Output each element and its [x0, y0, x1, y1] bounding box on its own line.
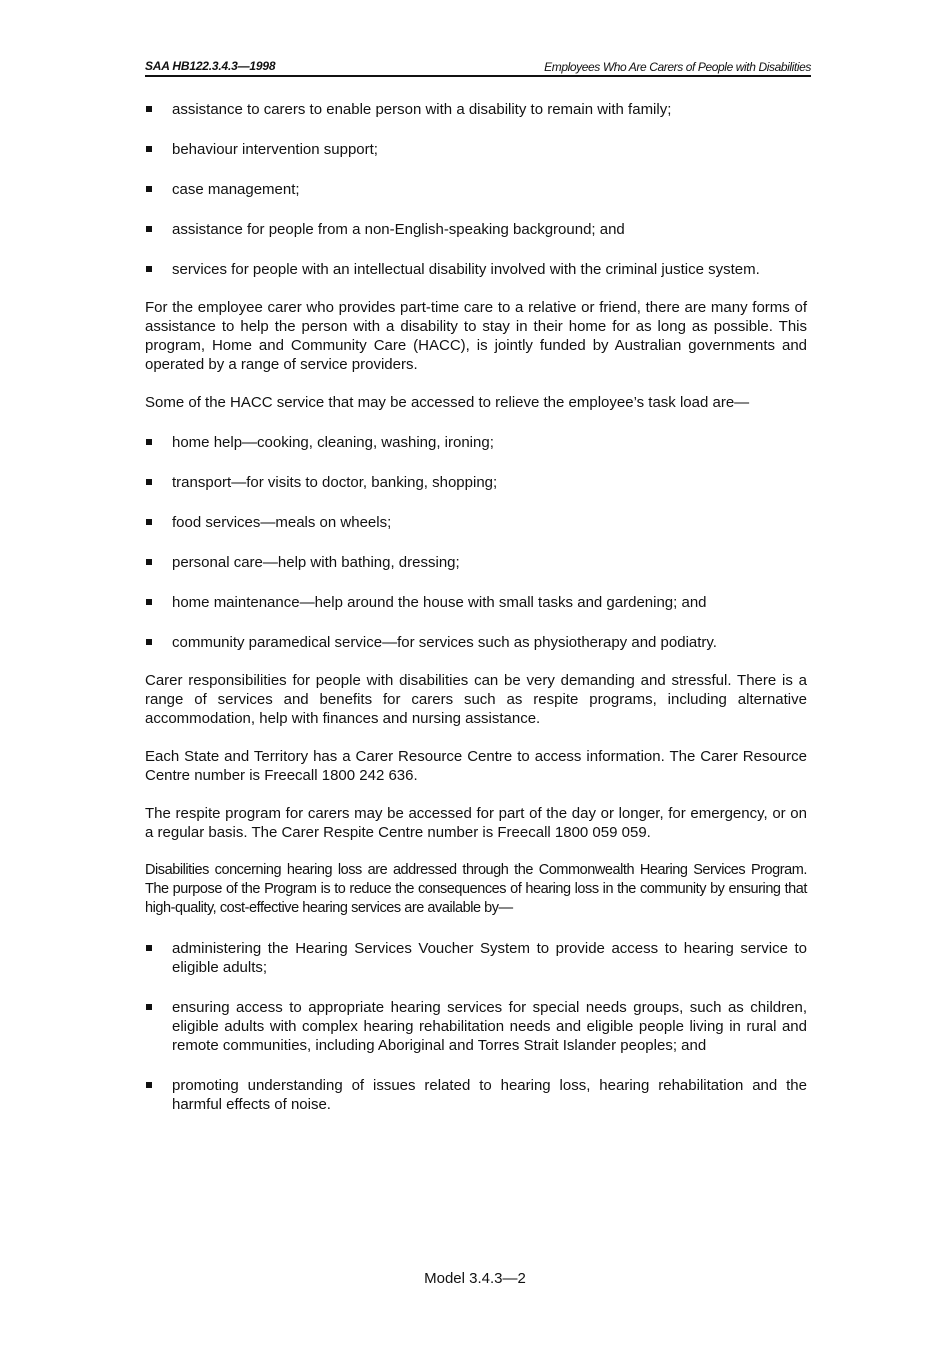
square-bullet-icon — [146, 106, 152, 112]
square-bullet-icon — [146, 639, 152, 645]
square-bullet-icon — [146, 1082, 152, 1088]
list-item: behaviour intervention support; — [145, 140, 807, 159]
list-item: services for people with an intellectual disability involved with the criminal justice system. — [145, 260, 807, 279]
square-bullet-icon — [146, 186, 152, 192]
paragraph-hearing-services: Disabilities concerning hearing loss are addressed through the Commonwealth Hearing Services Program. The purpose of the Program is to reduce the consequences of hearing loss in the community by ensuring that high-quality, cost-effective hearing services are available by— — [145, 862, 807, 916]
header-rule — [145, 75, 811, 77]
header-standard-number: SAA HB122.3.4.3—1998 — [145, 59, 276, 73]
square-bullet-icon — [146, 519, 152, 525]
paragraph-carer-resource-centre: Each State and Territory has a Carer Resource Centre to access information. The Carer Resource Centre number is Freecall 1800 242 636. — [145, 748, 807, 784]
paragraph-carer-responsibilities: Carer responsibilities for people with disabilities can be very demanding and stressful. There is a range of services and benefits for carers such as respite programs, including alternative accommodation, help with finances and nursing assistance. — [145, 672, 807, 727]
square-bullet-icon — [146, 479, 152, 485]
square-bullet-icon — [146, 1004, 152, 1010]
list-item: food services—meals on wheels; — [145, 513, 807, 532]
list-item: assistance to carers to enable person with a disability to remain with family; — [145, 100, 807, 119]
hacc-services-list — [145, 433, 807, 652]
list-item: administering the Hearing Services Voucher System to provide access to hearing service to eligible adults; — [145, 939, 807, 977]
disability-services-list — [145, 100, 807, 279]
hearing-services-list — [145, 939, 807, 1114]
list-item: home maintenance—help around the house with small tasks and gardening; and — [145, 593, 807, 612]
paragraph-hacc-services: Some of the HACC service that may be accessed to relieve the employee’s task load are— — [145, 394, 750, 411]
list-item: home help—cooking, cleaning, washing, ironing; — [145, 433, 807, 452]
square-bullet-icon — [146, 945, 152, 951]
square-bullet-icon — [146, 599, 152, 605]
list-item: personal care—help with bathing, dressing; — [145, 553, 807, 572]
square-bullet-icon — [146, 226, 152, 232]
list-item: transport—for visits to doctor, banking, shopping; — [145, 473, 807, 492]
paragraph-hacc-intro: For the employee carer who provides part-time care to a relative or friend, there are many forms of assistance to help the person with a disability to stay in their home for as long as possible. This program, Home and Community Care (HACC), is jointly funded by Australian governments and operated by a range of service providers. — [145, 299, 807, 373]
header-chapter-title: Employees Who Are Carers of People with Disabilities — [544, 60, 811, 74]
page-number-footer: Model 3.4.3—2 — [424, 1270, 526, 1287]
square-bullet-icon — [146, 266, 152, 272]
list-item: promoting understanding of issues related to hearing loss, hearing rehabilitation and the harmful effects of noise. — [145, 1076, 807, 1114]
square-bullet-icon — [146, 146, 152, 152]
list-item: ensuring access to appropriate hearing services for special needs groups, such as children, eligible adults with complex hearing rehabilitation needs and eligible people living in rural and remote communities, including Aboriginal and Torres Strait Islander peoples; and — [145, 998, 807, 1055]
list-item: case management; — [145, 180, 807, 199]
paragraph-respite-program: The respite program for carers may be accessed for part of the day or longer, for emergency, or on a regular basis. The Carer Respite Centre number is Freecall 1800 059 059. — [145, 805, 807, 841]
document-body — [145, 100, 807, 1135]
square-bullet-icon — [146, 439, 152, 445]
list-item: community paramedical service—for services such as physiotherapy and podiatry. — [145, 633, 807, 652]
list-item: assistance for people from a non-English-speaking background; and — [145, 220, 807, 239]
square-bullet-icon — [146, 559, 152, 565]
